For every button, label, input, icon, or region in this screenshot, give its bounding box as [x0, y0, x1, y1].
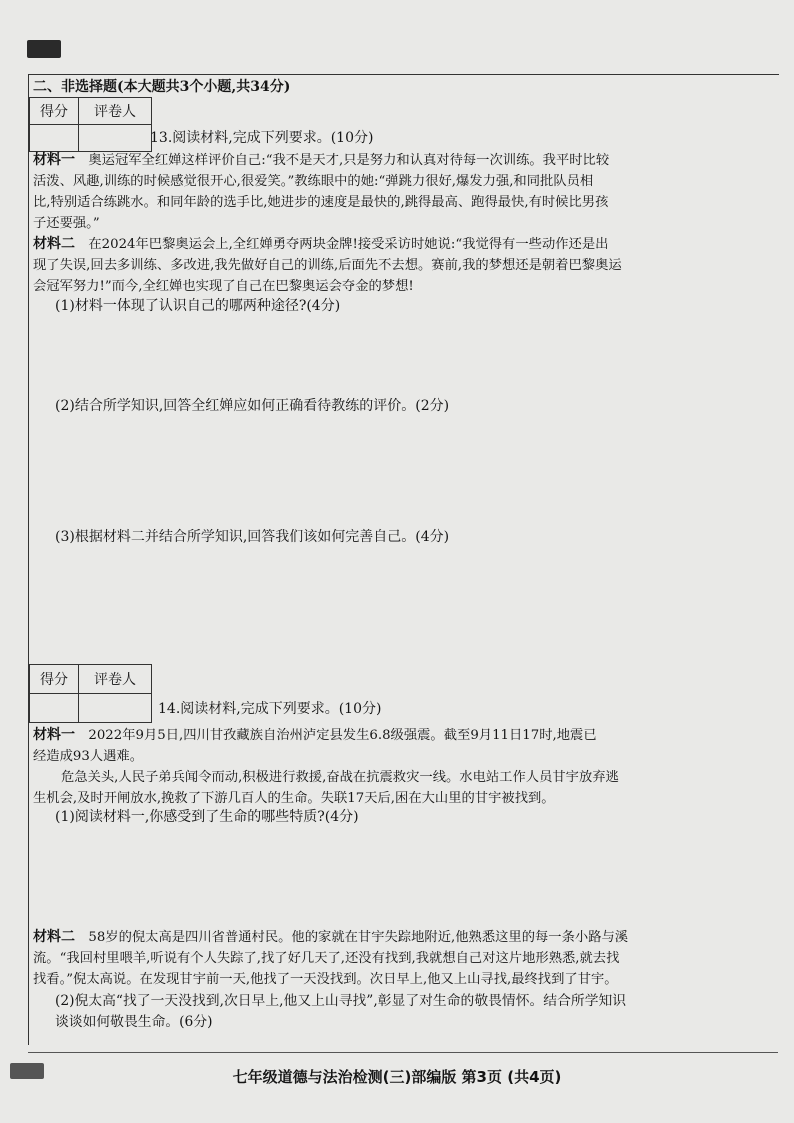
page-footer: 七年级道德与法治检测(三)部编版 第3页 (共4页): [232, 1068, 562, 1086]
q13-sub1: (1)材料一体现了认识自己的哪两种途径?(4分): [55, 298, 341, 314]
registration-mark-top: [27, 40, 61, 58]
score-table-q14: [29, 664, 152, 723]
q14-sub1: (1)阅读材料一,你感受到了生命的哪些特质?(4分): [55, 809, 359, 825]
q14-sub2-line2: 谈谈如何敬畏生命。(6分): [55, 1014, 213, 1030]
grader-label: 评卷人: [79, 98, 152, 125]
score-label: 得分: [30, 665, 79, 694]
q13-m1-line3: 比,特别适合练跳水。和同年龄的选手比,她进步的速度是最快的,跳得最高、跑得最快,有时候比男孩: [33, 195, 609, 210]
section-title: 二、非选择题(本大题共3个小题,共34分): [33, 79, 291, 95]
q13-sub3: (3)根据材料二并结合所学知识,回答我们该如何完善自己。(4分): [55, 529, 450, 545]
q13-m1-line2: 活泼、风趣,训练的时候感觉很开心,很爱笑。”教练眼中的她:“弹跳力很好,爆发力强,和同批队员相: [33, 174, 594, 189]
q13-m2-line2: 现了失误,回去多训练、多改进,我先做好自己的训练,后面先不去想。赛前,我的梦想还是朝着巴黎奥运: [33, 258, 622, 273]
score-cell[interactable]: [30, 694, 79, 723]
q13-sub2: (2)结合所学知识,回答全红婵应如何正确看待教练的评价。(2分): [55, 398, 450, 414]
q14-m1-line2: 经造成93人遇难。: [33, 749, 143, 764]
q14-material-2: [33, 927, 778, 990]
q14-material-1: [33, 725, 778, 809]
q14-m2-line2: 流。“我回村里喂羊,听说有个人失踪了,找了好几天了,还没有找到,我就想自己对这片地形熟悉,就去找: [33, 951, 620, 966]
q13-title: 13.阅读材料,完成下列要求。(10分): [150, 130, 374, 146]
q13-m1-label: 材料一: [33, 152, 75, 168]
score-label: 得分: [30, 98, 79, 125]
q13-m2-line1: 在2024年巴黎奥运会上,全红婵勇夺两块金牌!接受采访时她说:“我觉得有一些动作还是出: [88, 237, 609, 252]
q13-m1-line1: 奥运冠军全红婵这样评价自己:“我不是天才,只是努力和认真对待每一次训练。我平时比较: [88, 153, 610, 168]
q14-m2-line3: 找看。”倪太高说。在发现甘宇前一天,他找了一天没找到。次日早上,他又上山寻找,最终找到了甘宇。: [33, 972, 618, 987]
q14-m2-label: 材料二: [33, 929, 75, 945]
score-table-q13: [29, 97, 152, 152]
q14-m1-line4: 生机会,及时开闸放水,挽救了下游几百人的生命。失联17天后,困在大山里的甘宇被找到。: [33, 791, 555, 806]
q14-m1-line1: 2022年9月5日,四川甘孜藏族自治州泸定县发生6.8级强震。截至9月11日17时,地震已: [88, 728, 597, 743]
q13-m2-line3: 会冠军努力!”而今,全红婵也实现了自己在巴黎奥运会夺金的梦想!: [33, 279, 414, 294]
q14-m1-line3: 危急关头,人民子弟兵闻令而动,积极进行救援,奋战在抗震救灾一线。水电站工作人员甘宇放弃逃: [61, 770, 619, 785]
grader-cell[interactable]: [79, 125, 152, 152]
score-cell[interactable]: [30, 125, 79, 152]
footer-rule: [28, 1052, 778, 1053]
grader-cell[interactable]: [79, 694, 152, 723]
q14-m2-line1: 58岁的倪太高是四川省普通村民。他的家就在甘宇失踪地附近,他熟悉这里的每一条小路与溪: [88, 930, 629, 945]
grader-label: 评卷人: [79, 665, 152, 694]
q14-sub2-line1: (2)倪太高“找了一天没找到,次日早上,他又上山寻找”,彰显了对生命的敬畏情怀。结合所学知识: [55, 993, 627, 1009]
q13-material-1: [33, 150, 778, 234]
q14-sub2: [55, 991, 778, 1033]
q13-material-2: [33, 234, 778, 297]
q14-m1-label: 材料一: [33, 727, 75, 743]
q13-m1-line4: 子还要强。”: [33, 216, 100, 231]
q13-m2-label: 材料二: [33, 236, 75, 252]
q14-title: 14.阅读材料,完成下列要求。(10分): [158, 701, 382, 717]
